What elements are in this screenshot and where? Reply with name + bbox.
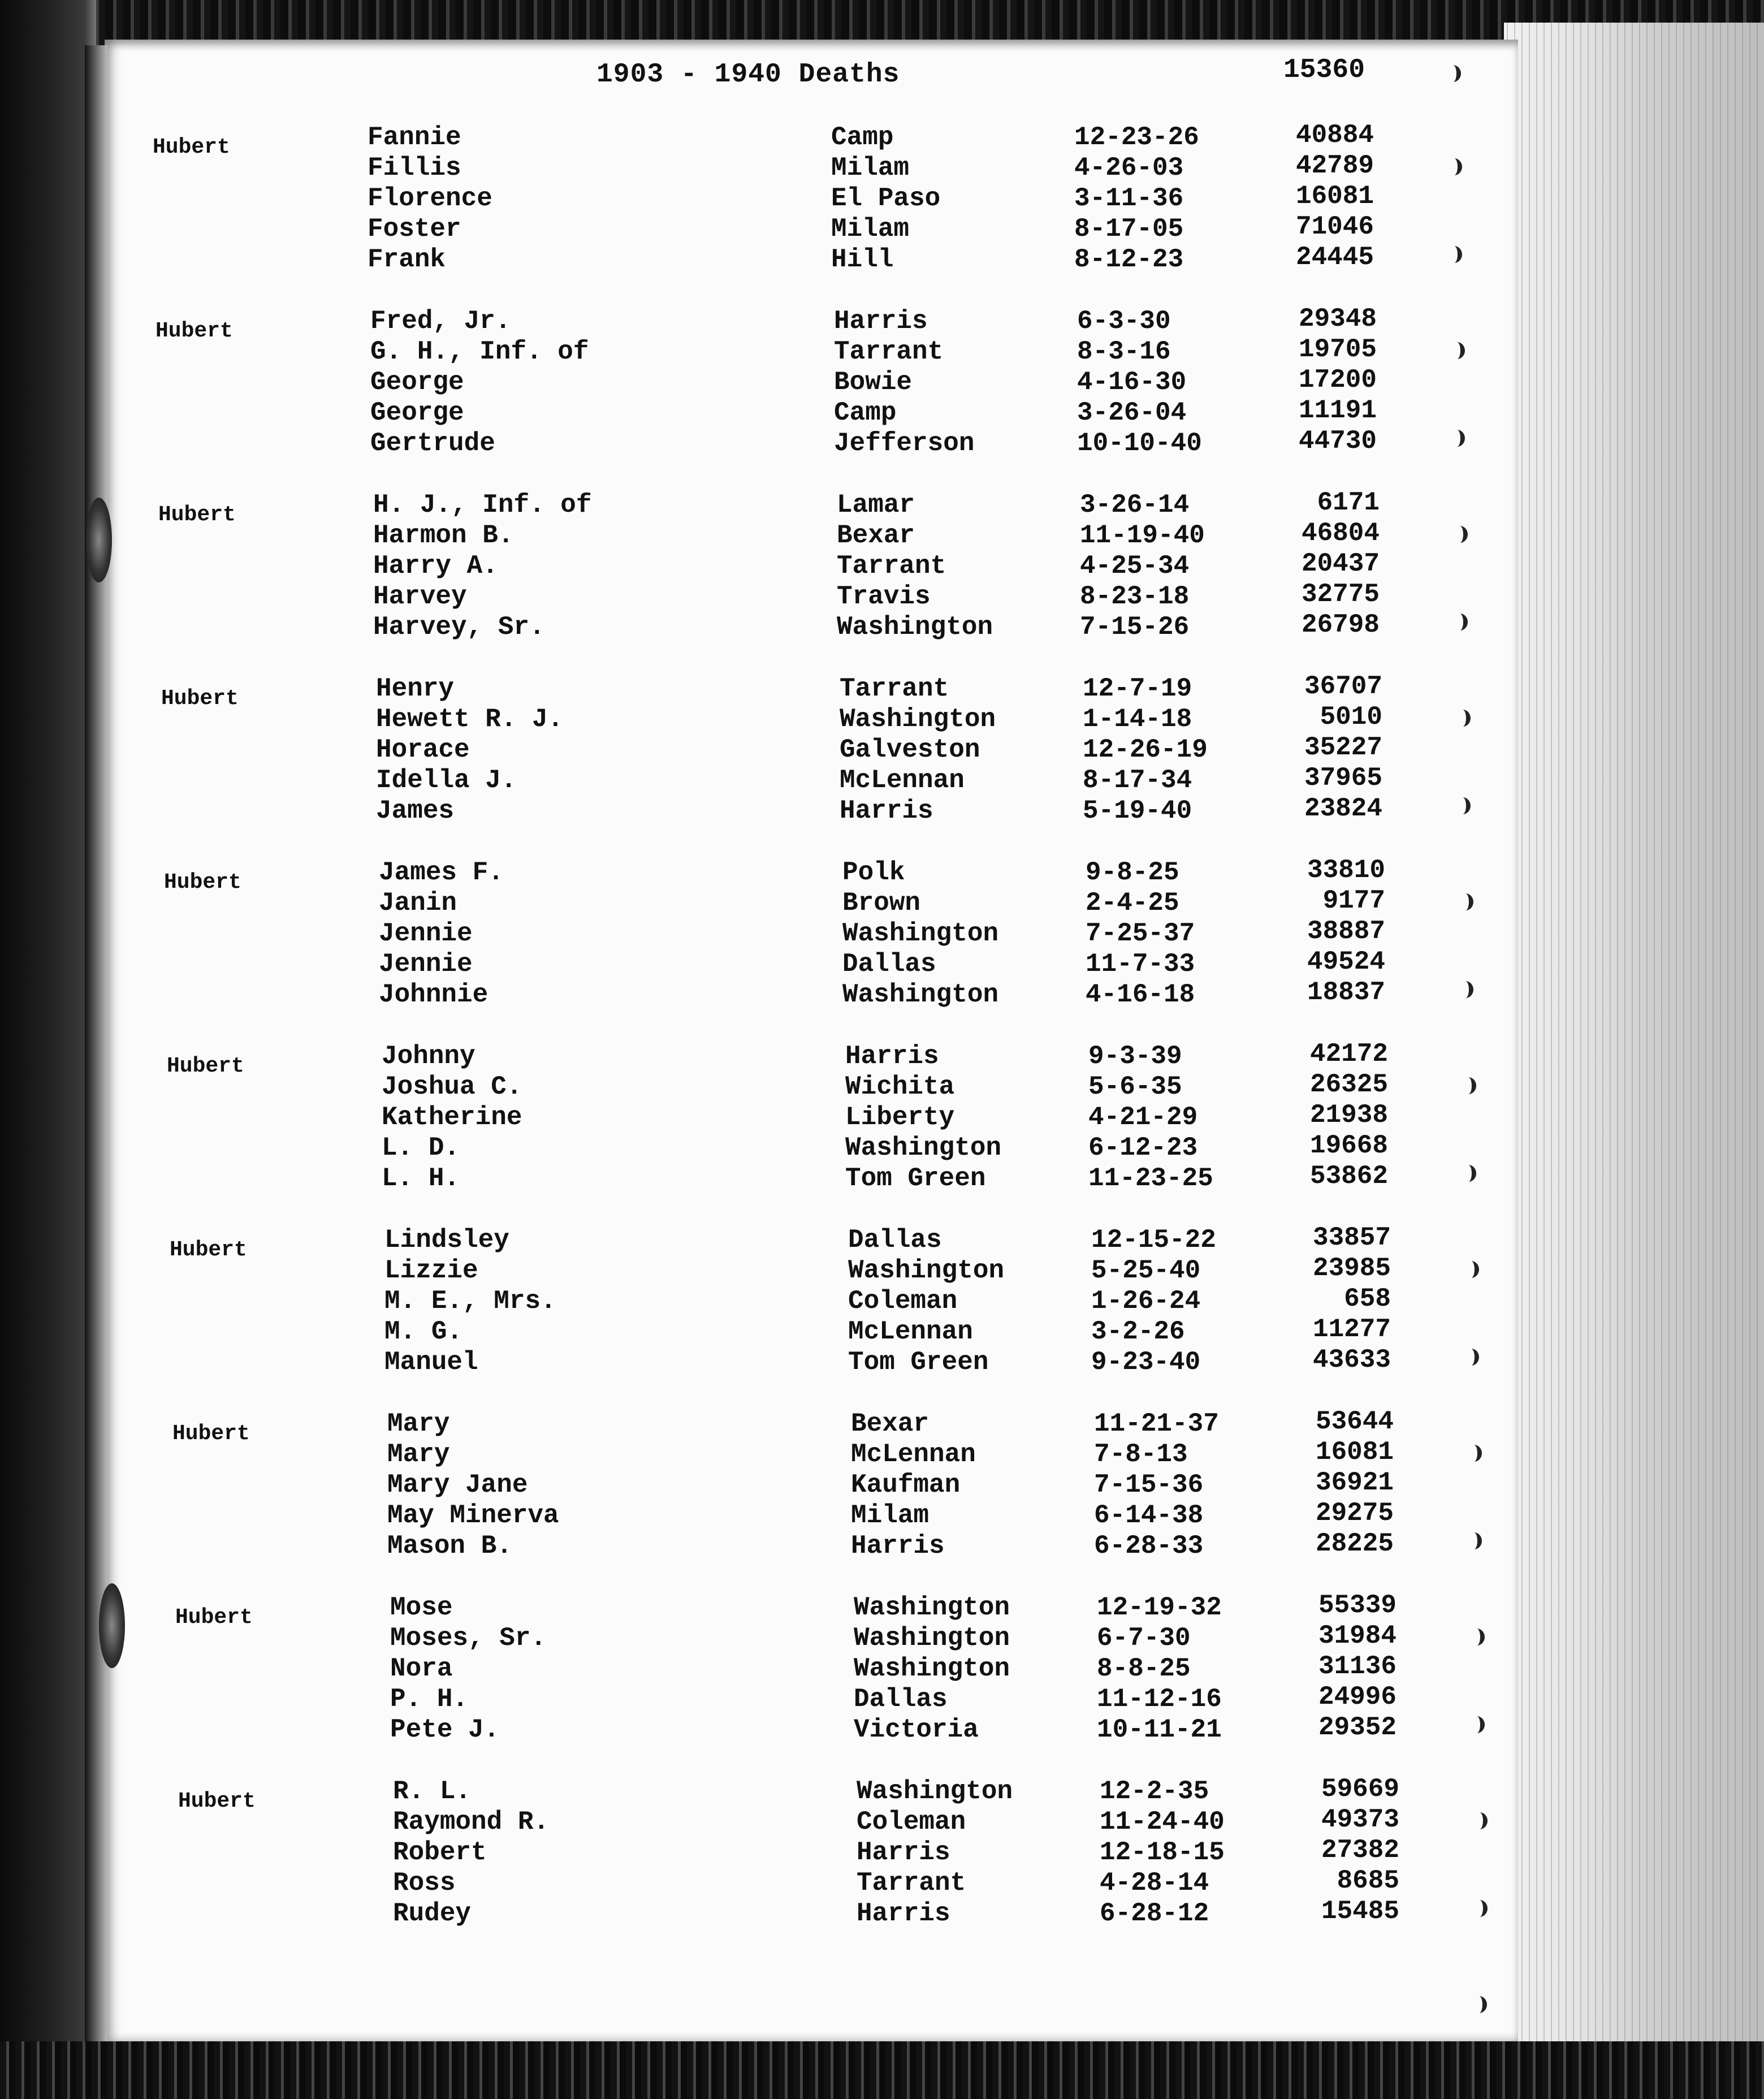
- certificate-number: 44730: [1298, 426, 1377, 456]
- death-date: 6-12-23: [1088, 1133, 1198, 1163]
- death-date: 12-18-15: [1100, 1838, 1225, 1867]
- county: Milam: [831, 153, 910, 183]
- death-date: 6-14-38: [1094, 1501, 1204, 1530]
- certificate-number: 36921: [1315, 1468, 1394, 1497]
- death-date: 3-26-04: [1077, 398, 1187, 427]
- county: Washington: [842, 980, 999, 1009]
- county: Tarrant: [857, 1868, 966, 1898]
- county: Travis: [837, 582, 931, 611]
- certificate-number: 71046: [1295, 212, 1374, 241]
- given-name: Fillis: [368, 153, 461, 183]
- given-name: Janin: [379, 888, 457, 918]
- death-date: 7-25-37: [1086, 919, 1195, 948]
- certificate-number: 23824: [1304, 794, 1382, 823]
- death-date: 4-28-14: [1100, 1868, 1209, 1898]
- binding-ring-icon: [86, 498, 112, 582]
- binding-ring-icon: [99, 1583, 125, 1668]
- surname-label: Hubert: [161, 686, 239, 711]
- death-date: 4-25-34: [1080, 551, 1190, 581]
- certificate-number: 5010: [1320, 702, 1382, 732]
- death-date: 3-11-36: [1074, 184, 1184, 213]
- certificate-number: 31136: [1318, 1652, 1396, 1681]
- given-name: Gertrude: [370, 429, 495, 458]
- death-date: 11-12-16: [1097, 1685, 1222, 1714]
- certificate-number: 24445: [1295, 243, 1374, 272]
- death-date: 8-3-16: [1077, 337, 1171, 366]
- certificate-number: 17200: [1298, 365, 1377, 395]
- margin-mark-icon: [1463, 1261, 1479, 1278]
- county: Hill: [831, 245, 894, 274]
- certificate-number: 28225: [1315, 1529, 1394, 1558]
- certificate-number: 24996: [1318, 1682, 1396, 1712]
- county: Harris: [834, 306, 928, 336]
- given-name: Johnnie: [379, 980, 488, 1009]
- given-name: Foster: [368, 214, 461, 244]
- given-name: Idella J.: [376, 766, 517, 795]
- certificate-number: 59669: [1321, 1774, 1399, 1804]
- margin-mark-icon: [1469, 1629, 1485, 1645]
- death-date: 3-26-14: [1080, 490, 1190, 520]
- given-name: Nora: [390, 1654, 453, 1683]
- death-date: 4-21-29: [1088, 1103, 1198, 1132]
- county: Lamar: [837, 490, 915, 520]
- certificate-number: 40884: [1295, 120, 1374, 150]
- death-date: 8-23-18: [1080, 582, 1190, 611]
- certificate-number: 19668: [1309, 1131, 1388, 1160]
- certificate-number: 11277: [1312, 1315, 1391, 1344]
- given-name: Mary: [387, 1440, 450, 1469]
- given-name: M. G.: [384, 1317, 463, 1346]
- death-date: 3-2-26: [1091, 1317, 1185, 1346]
- margin-mark-icon: [1445, 65, 1461, 82]
- certificate-number: 16081: [1315, 1437, 1394, 1467]
- county: Dallas: [848, 1225, 942, 1255]
- given-name: Harmon B.: [373, 521, 514, 550]
- death-date: 6-7-30: [1097, 1623, 1191, 1653]
- death-date: 6-3-30: [1077, 306, 1171, 336]
- death-date: 12-23-26: [1074, 123, 1199, 152]
- certificate-number: 42789: [1295, 151, 1374, 180]
- given-name: Horace: [376, 735, 470, 765]
- surname-label: Hubert: [167, 1054, 244, 1078]
- given-name: George: [370, 368, 464, 397]
- given-name: Lindsley: [384, 1225, 509, 1255]
- margin-mark-icon: [1449, 430, 1465, 447]
- death-date: 12-19-32: [1097, 1593, 1222, 1622]
- death-date: 12-26-19: [1083, 735, 1208, 765]
- death-date: 11-24-40: [1100, 1807, 1225, 1837]
- certificate-number: 26798: [1301, 610, 1380, 640]
- given-name: Lizzie: [384, 1256, 478, 1285]
- page-title: 1903 - 1940 Deaths: [596, 59, 900, 90]
- death-date: 11-21-37: [1094, 1409, 1219, 1439]
- certificate-number: 11191: [1298, 396, 1377, 425]
- margin-mark-icon: [1471, 1996, 1487, 2013]
- death-date: 9-3-39: [1088, 1042, 1182, 1071]
- film-edge-left: [0, 0, 96, 2099]
- county: Washington: [840, 705, 996, 734]
- given-name: M. E., Mrs.: [384, 1286, 556, 1316]
- county: Milam: [831, 214, 910, 244]
- county: Tom Green: [848, 1347, 989, 1377]
- surname-label: Hubert: [164, 870, 241, 895]
- county: Harris: [845, 1042, 939, 1071]
- death-date: 6-28-12: [1100, 1899, 1209, 1928]
- margin-mark-icon: [1469, 1716, 1485, 1733]
- margin-mark-icon: [1446, 246, 1462, 263]
- surname-label: Hubert: [172, 1422, 250, 1446]
- county: Washington: [848, 1256, 1005, 1285]
- surname-label: Hubert: [178, 1789, 256, 1813]
- given-name: Pete J.: [390, 1715, 500, 1744]
- death-date: 8-12-23: [1074, 245, 1184, 274]
- certificate-number: 658: [1344, 1284, 1391, 1314]
- county: McLennan: [851, 1440, 976, 1469]
- margin-mark-icon: [1455, 797, 1471, 814]
- county: Milam: [851, 1501, 929, 1530]
- death-date: 11-7-33: [1086, 949, 1195, 979]
- certificate-number: 37965: [1304, 763, 1382, 793]
- certificate-number: 36707: [1304, 672, 1382, 701]
- county: McLennan: [840, 766, 965, 795]
- county: Bexar: [837, 521, 915, 550]
- given-name: L. D.: [382, 1133, 460, 1163]
- certificate-number: 42172: [1309, 1039, 1388, 1069]
- certificate-number: 46804: [1301, 519, 1380, 548]
- certificate-number: 38887: [1307, 917, 1385, 946]
- death-date: 9-23-40: [1091, 1347, 1201, 1377]
- death-date: 1-14-18: [1083, 705, 1192, 734]
- death-date: 8-17-05: [1074, 214, 1184, 244]
- certificate-number: 19705: [1298, 335, 1377, 364]
- margin-mark-icon: [1458, 981, 1473, 998]
- certificate-number: 21938: [1309, 1100, 1388, 1130]
- county: Brown: [842, 888, 921, 918]
- given-name: Harvey, Sr.: [373, 612, 545, 642]
- county: Bexar: [851, 1409, 929, 1439]
- death-date: 4-26-03: [1074, 153, 1184, 183]
- margin-mark-icon: [1446, 158, 1462, 175]
- county: Washington: [854, 1593, 1010, 1622]
- binding-spine: [85, 45, 107, 2047]
- death-date: 5-25-40: [1091, 1256, 1201, 1285]
- death-date: 8-17-34: [1083, 766, 1192, 795]
- county: Camp: [831, 123, 894, 152]
- surname-label: Hubert: [155, 319, 233, 343]
- given-name: James: [376, 796, 455, 826]
- county: Harris: [851, 1531, 945, 1561]
- certificate-number: 32775: [1301, 580, 1380, 609]
- given-name: Katherine: [382, 1103, 522, 1132]
- given-name: Mason B.: [387, 1531, 512, 1561]
- page-stack-edge: [1504, 23, 1764, 2058]
- certificate-number: 43633: [1312, 1345, 1391, 1375]
- given-name: Joshua C.: [382, 1072, 522, 1102]
- death-date: 9-8-25: [1086, 858, 1179, 887]
- county: Victoria: [854, 1715, 979, 1744]
- certificate-number: 33857: [1312, 1223, 1391, 1253]
- certificate-number: 29352: [1318, 1713, 1396, 1742]
- given-name: P. H.: [390, 1685, 469, 1714]
- certificate-number: 20437: [1301, 549, 1380, 578]
- death-date: 1-26-24: [1091, 1286, 1201, 1316]
- county: Tarrant: [834, 337, 944, 366]
- margin-mark-icon: [1458, 893, 1473, 910]
- certificate-number: 35227: [1304, 733, 1382, 762]
- county: Harris: [857, 1899, 950, 1928]
- county: Kaufman: [851, 1470, 961, 1500]
- county: Liberty: [845, 1103, 955, 1132]
- death-date: 12-15-22: [1091, 1225, 1216, 1255]
- death-date: 7-8-13: [1094, 1440, 1188, 1469]
- given-name: Robert: [393, 1838, 487, 1867]
- film-edge-bottom: [0, 2041, 1764, 2099]
- death-date: 2-4-25: [1086, 888, 1179, 918]
- county: Coleman: [848, 1286, 958, 1316]
- death-date: 4-16-30: [1077, 368, 1187, 397]
- given-name: Henry: [376, 674, 455, 703]
- county: Washington: [845, 1133, 1002, 1163]
- county: Harris: [857, 1838, 950, 1867]
- certificate-number: 18837: [1307, 978, 1385, 1007]
- county: Dallas: [854, 1685, 948, 1714]
- county: El Paso: [831, 184, 941, 213]
- county: Polk: [842, 858, 905, 887]
- death-date: 10-10-40: [1077, 429, 1202, 458]
- county: Tom Green: [845, 1164, 986, 1193]
- county: Jefferson: [834, 429, 975, 458]
- death-date: 5-6-35: [1088, 1072, 1182, 1102]
- margin-mark-icon: [1460, 1077, 1476, 1094]
- given-name: Moses, Sr.: [390, 1623, 547, 1653]
- given-name: Florence: [368, 184, 492, 213]
- county: Coleman: [857, 1807, 966, 1837]
- certificate-number: 29275: [1315, 1498, 1394, 1528]
- death-date: 12-7-19: [1083, 674, 1192, 703]
- margin-mark-icon: [1466, 1532, 1482, 1549]
- margin-mark-icon: [1463, 1349, 1479, 1366]
- county: Washington: [854, 1654, 1010, 1683]
- margin-mark-icon: [1466, 1445, 1482, 1462]
- county: Galveston: [840, 735, 980, 765]
- county: Camp: [834, 398, 897, 427]
- certificate-number: 55339: [1318, 1591, 1396, 1620]
- margin-mark-icon: [1472, 1812, 1488, 1829]
- certificate-number: 9177: [1322, 886, 1385, 915]
- given-name: Harry A.: [373, 551, 498, 581]
- given-name: H. J., Inf. of: [373, 490, 592, 520]
- margin-mark-icon: [1449, 342, 1465, 359]
- death-date: 6-28-33: [1094, 1531, 1204, 1561]
- county: Bowie: [834, 368, 913, 397]
- certificate-number: 23985: [1312, 1254, 1391, 1283]
- county: Washington: [842, 919, 999, 948]
- county: Tarrant: [840, 674, 949, 703]
- surname-label: Hubert: [175, 1605, 253, 1630]
- certificate-number: 31984: [1318, 1621, 1396, 1651]
- given-name: James F.: [379, 858, 504, 887]
- certificate-number: 26325: [1309, 1070, 1388, 1099]
- certificate-number: 8685: [1337, 1866, 1399, 1895]
- margin-mark-icon: [1455, 710, 1471, 727]
- given-name: May Minerva: [387, 1501, 559, 1530]
- certificate-number: 33810: [1307, 856, 1385, 885]
- certificate-number: 53862: [1309, 1161, 1388, 1191]
- certificate-number: 53644: [1315, 1407, 1394, 1436]
- certificate-number: 49524: [1307, 947, 1385, 977]
- given-name: Raymond R.: [393, 1807, 550, 1837]
- certificate-number: 27382: [1321, 1835, 1399, 1865]
- death-date: 7-15-26: [1080, 612, 1190, 642]
- county: Washington: [854, 1623, 1010, 1653]
- given-name: Ross: [393, 1868, 456, 1898]
- county: Tarrant: [837, 551, 946, 581]
- given-name: Rudey: [393, 1899, 472, 1928]
- given-name: Fred, Jr.: [370, 306, 511, 336]
- certificate-number: 6171: [1317, 488, 1380, 517]
- death-date: 5-19-40: [1083, 796, 1192, 826]
- surname-label: Hubert: [153, 135, 230, 159]
- county: Dallas: [842, 949, 936, 979]
- county: Washington: [837, 612, 993, 642]
- death-date: 12-2-35: [1100, 1777, 1209, 1806]
- given-name: L. H.: [382, 1164, 460, 1193]
- given-name: Manuel: [384, 1347, 478, 1377]
- county: Wichita: [845, 1072, 955, 1102]
- county: McLennan: [848, 1317, 973, 1346]
- margin-mark-icon: [1452, 614, 1468, 630]
- margin-mark-icon: [1452, 526, 1468, 543]
- surname-label: Hubert: [158, 503, 236, 527]
- death-date: 11-23-25: [1088, 1164, 1213, 1193]
- given-name: Mose: [390, 1593, 453, 1622]
- certificate-number: 16081: [1295, 182, 1374, 211]
- margin-mark-icon: [1460, 1165, 1476, 1182]
- margin-mark-icon: [1472, 1900, 1488, 1917]
- death-date: 10-11-21: [1097, 1715, 1222, 1744]
- given-name: George: [370, 398, 464, 427]
- given-name: R. L.: [393, 1777, 472, 1806]
- given-name: Mary: [387, 1409, 450, 1439]
- given-name: Frank: [368, 245, 446, 274]
- death-date: 11-19-40: [1080, 521, 1205, 550]
- given-name: Jennie: [379, 919, 473, 948]
- given-name: Jennie: [379, 949, 473, 979]
- given-name: Harvey: [373, 582, 467, 611]
- county: Harris: [840, 796, 933, 826]
- given-name: Fannie: [368, 123, 461, 152]
- certificate-number: 15485: [1321, 1897, 1399, 1926]
- given-name: Hewett R. J.: [376, 705, 564, 734]
- given-name: Johnny: [382, 1042, 475, 1071]
- death-date: 4-16-18: [1086, 980, 1195, 1009]
- page-number: 15360: [1283, 55, 1365, 85]
- certificate-number: 49373: [1321, 1805, 1399, 1834]
- surname-label: Hubert: [170, 1238, 247, 1262]
- certificate-number: 29348: [1298, 304, 1377, 334]
- death-date: 7-15-36: [1094, 1470, 1204, 1500]
- given-name: Mary Jane: [387, 1470, 528, 1500]
- death-date: 8-8-25: [1097, 1654, 1191, 1683]
- given-name: G. H., Inf. of: [370, 337, 589, 366]
- county: Washington: [857, 1777, 1013, 1806]
